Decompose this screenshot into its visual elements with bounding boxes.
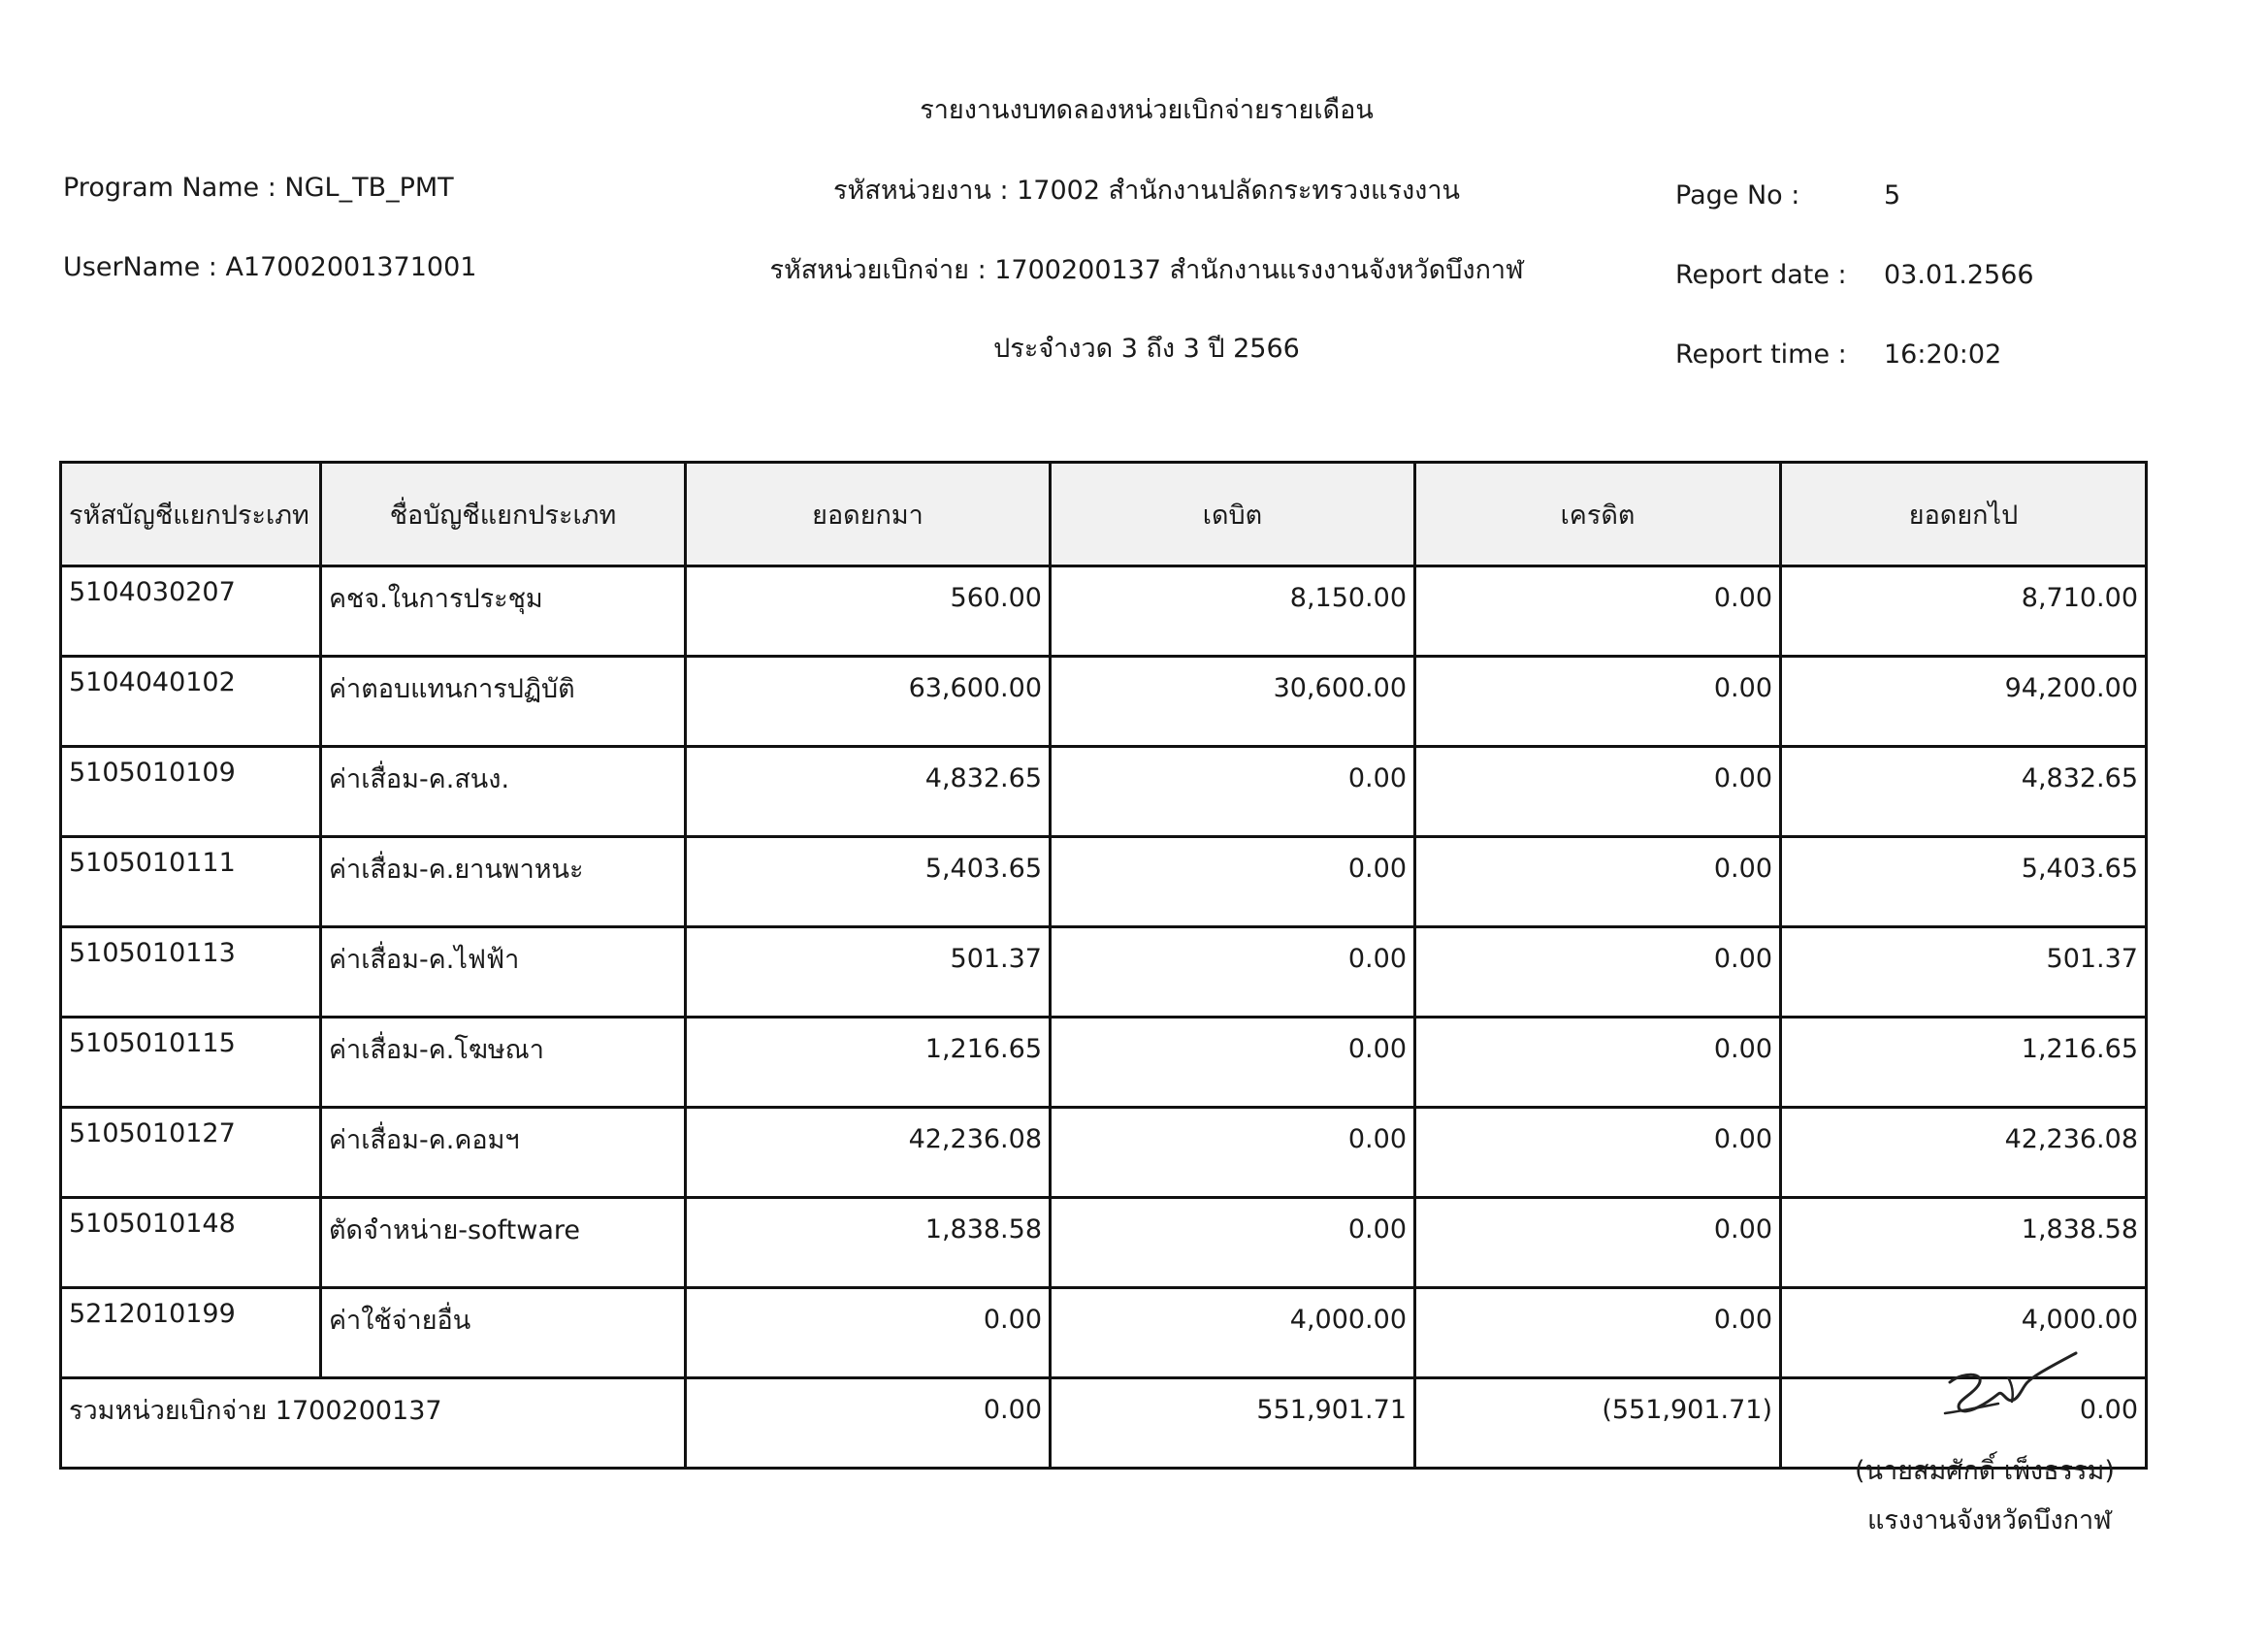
cell-carried-forward: 5,403.65 <box>1781 837 2147 927</box>
cell-credit: 0.00 <box>1415 566 1781 657</box>
cell-carried-forward: 4,832.65 <box>1781 747 2147 837</box>
cell-credit: 0.00 <box>1415 657 1781 747</box>
cell-debit: 30,600.00 <box>1051 657 1415 747</box>
cell-account-code: 5105010127 <box>61 1108 321 1198</box>
report-title: รายงานงบทดลองหน่วยเบิกจ่ายรายเดือน <box>920 95 1374 125</box>
cell-debit: 0.00 <box>1051 1018 1415 1108</box>
cell-credit: 0.00 <box>1415 1198 1781 1288</box>
cell-brought-forward: 1,216.65 <box>686 1018 1051 1108</box>
cell-credit: 0.00 <box>1415 747 1781 837</box>
cell-account-code: 5212010199 <box>61 1288 321 1378</box>
col-header-account-code: รหัสบัญชีแยกประเภท <box>61 463 321 566</box>
col-header-brought-forward: ยอดยกมา <box>686 463 1051 566</box>
cell-brought-forward: 5,403.65 <box>686 837 1051 927</box>
cell-credit: 0.00 <box>1415 837 1781 927</box>
cell-carried-forward: 501.37 <box>1781 927 2147 1018</box>
total-credit: (551,901.71) <box>1415 1378 1781 1469</box>
cell-carried-forward: 8,710.00 <box>1781 566 2147 657</box>
table-row <box>61 747 2147 837</box>
page-no-label: Page No : <box>1675 180 1800 210</box>
username: UserName : A17002001371001 <box>63 252 477 282</box>
signer-title: แรงงานจังหวัดบึงกาฬ <box>1867 1505 2112 1536</box>
cell-account-code: 5105010109 <box>61 747 321 837</box>
total-brought-forward: 0.00 <box>686 1378 1051 1469</box>
cell-credit: 0.00 <box>1415 927 1781 1018</box>
cell-account-name: ค่าเสื่อม-ค.โฆษณา <box>321 1018 686 1108</box>
cell-account-code: 5105010148 <box>61 1198 321 1288</box>
cell-brought-forward: 1,838.58 <box>686 1198 1051 1288</box>
cell-brought-forward: 560.00 <box>686 566 1051 657</box>
table-row <box>61 657 2147 747</box>
cell-credit: 0.00 <box>1415 1288 1781 1378</box>
page-no-value: 5 <box>1884 180 1901 210</box>
cell-account-name: ค่าเสื่อม-ค.ยานพาหนะ <box>321 837 686 927</box>
trial-balance-table <box>59 461 2148 1470</box>
report-period: ประจำงวด 3 ถึง 3 ปี 2566 <box>993 334 1300 364</box>
handwritten-signature <box>1930 1343 2086 1431</box>
cell-carried-forward: 94,200.00 <box>1781 657 2147 747</box>
cell-brought-forward: 4,832.65 <box>686 747 1051 837</box>
cell-debit: 0.00 <box>1051 837 1415 927</box>
cell-carried-forward: 1,216.65 <box>1781 1018 2147 1108</box>
cell-carried-forward: 42,236.08 <box>1781 1108 2147 1198</box>
cell-debit: 0.00 <box>1051 747 1415 837</box>
cell-carried-forward: 1,838.58 <box>1781 1198 2147 1288</box>
report-time-value: 16:20:02 <box>1884 340 2002 370</box>
cell-debit: 0.00 <box>1051 927 1415 1018</box>
report-date-label: Report date : <box>1675 260 1847 290</box>
cell-credit: 0.00 <box>1415 1018 1781 1108</box>
table-row <box>61 1108 2147 1198</box>
cell-account-name: ค่าใช้จ่ายอื่น <box>321 1288 686 1378</box>
report-time-label: Report time : <box>1675 340 1847 370</box>
table-header-row <box>61 463 2147 566</box>
cell-debit: 4,000.00 <box>1051 1288 1415 1378</box>
agency-code: รหัสหน่วยงาน : 17002 สำนักงานปลัดกระทรวงแรงงาน <box>833 176 1460 206</box>
cell-credit: 0.00 <box>1415 1108 1781 1198</box>
cell-brought-forward: 0.00 <box>686 1288 1051 1378</box>
cell-account-name: ค่าเสื่อม-ค.สนง. <box>321 747 686 837</box>
cell-brought-forward: 42,236.08 <box>686 1108 1051 1198</box>
cell-account-name: คชจ.ในการประชุม <box>321 566 686 657</box>
cell-brought-forward: 501.37 <box>686 927 1051 1018</box>
cell-brought-forward: 63,600.00 <box>686 657 1051 747</box>
table-row <box>61 1198 2147 1288</box>
disbursement-unit: รหัสหน่วยเบิกจ่าย : 1700200137 สำนักงานแรงงานจังหวัดบึงกาฬ <box>769 255 1524 285</box>
col-header-credit: เครดิต <box>1415 463 1781 566</box>
cell-account-code: 5105010111 <box>61 837 321 927</box>
report-date-value: 03.01.2566 <box>1884 260 2034 290</box>
program-name: Program Name : NGL_TB_PMT <box>63 173 454 203</box>
col-header-account-name: ชื่อบัญชีแยกประเภท <box>321 463 686 566</box>
table-row <box>61 927 2147 1018</box>
table-row <box>61 1018 2147 1108</box>
cell-account-code: 5104040102 <box>61 657 321 747</box>
cell-account-code: 5104030207 <box>61 566 321 657</box>
cell-account-name: ค่าตอบแทนการปฏิบัติ <box>321 657 686 747</box>
cell-account-code: 5105010115 <box>61 1018 321 1108</box>
cell-account-name: ค่าเสื่อม-ค.คอมฯ <box>321 1108 686 1198</box>
cell-account-name: ค่าเสื่อม-ค.ไฟฟ้า <box>321 927 686 1018</box>
total-debit: 551,901.71 <box>1051 1378 1415 1469</box>
col-header-carried-forward: ยอดยกไป <box>1781 463 2147 566</box>
cell-debit: 8,150.00 <box>1051 566 1415 657</box>
table-total-row <box>61 1378 2147 1469</box>
signer-name: (นายสมศักดิ์ เพ็งธรรม) <box>1855 1456 2115 1486</box>
total-label: รวมหน่วยเบิกจ่าย 1700200137 <box>61 1378 686 1469</box>
cell-debit: 0.00 <box>1051 1198 1415 1288</box>
col-header-debit: เดบิต <box>1051 463 1415 566</box>
cell-carried-forward: 4,000.00 <box>1781 1288 2147 1378</box>
cell-account-code: 5105010113 <box>61 927 321 1018</box>
table-row <box>61 837 2147 927</box>
cell-account-name: ตัดจำหน่าย-software <box>321 1198 686 1288</box>
table-row <box>61 566 2147 657</box>
cell-debit: 0.00 <box>1051 1108 1415 1198</box>
table-row <box>61 1288 2147 1378</box>
total-carried-forward: 0.00 <box>1781 1378 2147 1469</box>
